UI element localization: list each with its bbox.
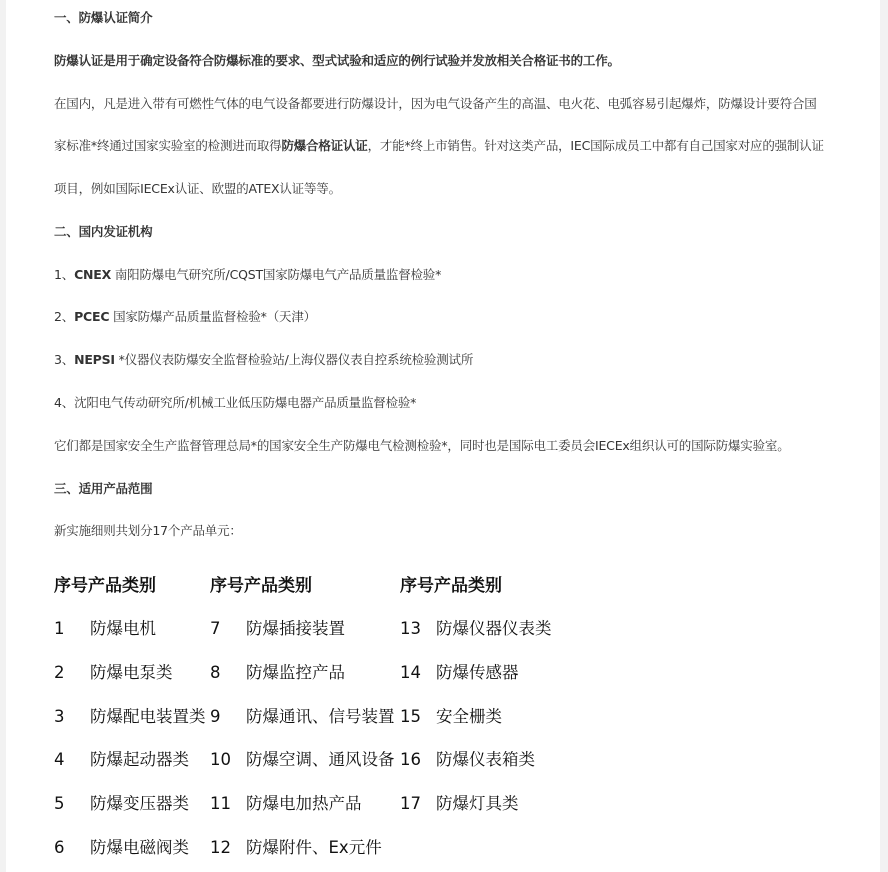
section-heading-scope: 三、适用产品范围 <box>54 481 153 496</box>
product-category: 防爆电加热产品 <box>246 794 362 813</box>
agency-name: 南阳防爆电气研究所/CQST国家防爆电气产品质量监督检验* <box>111 267 442 282</box>
product-category: 防爆灯具类 <box>436 794 519 813</box>
product-number: 3 <box>54 707 65 726</box>
product-number: 15 <box>400 707 421 726</box>
certificate-highlight: 防爆合格证认证 <box>281 138 368 153</box>
agency-number: 3、 <box>54 352 75 367</box>
product-category: 防爆附件、Ex元件 <box>246 838 382 857</box>
product-number: 5 <box>54 794 65 813</box>
product-category: 防爆电机 <box>90 619 156 638</box>
product-number: 4 <box>54 750 65 769</box>
product-number: 12 <box>210 838 231 857</box>
product-number: 11 <box>210 794 231 813</box>
product-category: 防爆监控产品 <box>246 663 345 682</box>
table-header: 序号产品类别 <box>400 576 502 596</box>
product-category: 防爆传感器 <box>436 663 519 682</box>
product-number: 10 <box>210 750 231 769</box>
product-category: 防爆配电装置类 <box>90 707 206 726</box>
product-number: 1 <box>54 619 65 638</box>
intro-paragraph-line-1: 在国内，凡是进入带有可燃性气体的电气设备都要进行防爆设计，因为电气设备产生的高温、电火花、电弧容易引起爆炸，防爆设计要符合国 <box>54 96 817 111</box>
product-number: 9 <box>210 707 221 726</box>
agency-code: CNEX <box>74 267 112 282</box>
product-number: 14 <box>400 663 421 682</box>
section-heading-intro: 一、防爆认证简介 <box>54 10 153 25</box>
product-category: 防爆插接装置 <box>246 619 345 638</box>
product-category: 安全栅类 <box>436 707 502 726</box>
agency-name: 国家防爆产品质量监督检验*（天津） <box>109 309 316 324</box>
intro-lead-paragraph: 防爆认证是用于确定设备符合防爆标准的要求、型式试验和适应的例行试验并发放相关合格证书的工作。 <box>54 53 620 68</box>
agency-code: PCEC <box>74 309 110 324</box>
product-category: 防爆起动器类 <box>90 750 189 769</box>
product-number: 2 <box>54 663 65 682</box>
product-number: 17 <box>400 794 421 813</box>
product-category: 防爆电泵类 <box>90 663 173 682</box>
section-heading-agencies: 二、国内发证机构 <box>54 224 153 239</box>
product-number: 16 <box>400 750 421 769</box>
table-header: 序号产品类别 <box>210 576 312 596</box>
product-category: 防爆空调、通风设备 <box>246 750 395 769</box>
agency-code: NEPSI <box>74 352 115 367</box>
intro-paragraph-line-2-start: 家标准*终通过国家实验室的检测进而取得 <box>54 138 282 153</box>
product-category: 防爆通讯、信号装置 <box>246 707 395 726</box>
product-number: 13 <box>400 619 421 638</box>
product-number: 7 <box>210 619 221 638</box>
product-category: 防爆仪器仪表类 <box>436 619 552 638</box>
intro-paragraph-line-2-end: ，才能*终上市销售。针对这类产品，IEC国际成员工中都有自己国家对应的强制认证 <box>367 138 824 153</box>
product-number: 6 <box>54 838 65 857</box>
agency-name: *仪器仪表防爆安全监督检验站/上海仪器仪表自控系统检验测试所 <box>114 352 474 367</box>
product-category: 防爆仪表箱类 <box>436 750 535 769</box>
agency-number: 1、 <box>54 267 75 282</box>
agency-number: 4、 <box>54 395 75 410</box>
table-header: 序号产品类别 <box>54 576 156 596</box>
agency-name: 沈阳电气传动研究所/机械工业低压防爆电器产品质量监督检验* <box>74 395 417 410</box>
scope-intro: 新实施细则共划分17个产品单元： <box>54 523 242 538</box>
product-number: 8 <box>210 663 221 682</box>
product-category: 防爆电磁阀类 <box>90 838 189 857</box>
intro-paragraph-line-3: 项目，例如国际IECEx认证、欧盟的ATEX认证等等。 <box>54 181 341 196</box>
agencies-summary: 它们都是国家安全生产监督管理总局*的国家安全生产防爆电气检测检验*，同时也是国际电工委员会IECEx组织认可的国际防爆实验室。 <box>54 438 790 453</box>
agency-number: 2、 <box>54 309 75 324</box>
product-category: 防爆变压器类 <box>90 794 189 813</box>
